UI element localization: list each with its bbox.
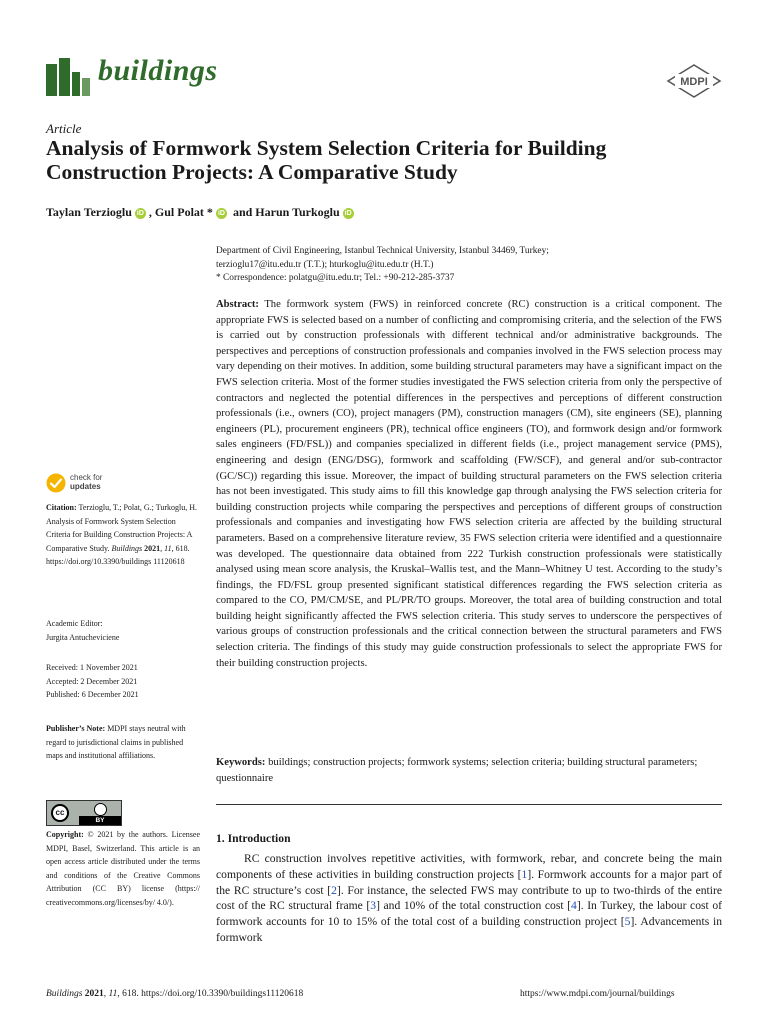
reference-link[interactable]: 1 [521, 867, 528, 881]
author-name[interactable]: Harun Turkoglu [255, 205, 340, 219]
affiliation-emails: terzioglu17@itu.edu.tr (T.T.); hturkoglu@itu.edu.tr (H.T.) [216, 259, 434, 270]
footer-doi[interactable]: , 618. https://doi.org/10.3390/buildings11120618 [117, 989, 304, 999]
received-date: Received: 1 November 2021 [46, 663, 138, 672]
editor-block [46, 617, 200, 644]
footer-citation [46, 989, 303, 999]
journal-name: buildings [98, 54, 218, 87]
citation-label: Citation: [46, 503, 77, 512]
abstract-text: The formwork system (FWS) in reinforced concrete (RC) construction is a critical component. The appropriate FWS is selected based on a number of conflicting and compromising criteria, and the selection of the FWS is carried out by construction professionals with different technical and/or administrative backgrounds. The perspectives and perceptions of construction professionals and companies involved in the FWS selection process may vary depending on their motives. In addition, some building structural parameters may have a significant impact on the FWS selection criteria. Most of the former studies investigated the FWS selection criteria from only the perspective of contractors and neglected the potential differences in the perspectives and perceptions of different construction professionals (i.e., owners (CO), project managers (PM), construction managers (CM), site engineers (SE), planning engineers (PL), procurement engineers (PR), technical office engineers (TO), and formwork design and/or formwork sales engineers (FD/FSL)) and companies specialized in different fields (i.e., project management service (PMS), engineering and design (ENG/DSG), formwork and scaffolding (FW/SCF), and general and/or sub-contractor (GC/SC)) regarding this issue. Moreover, the impact of building structural parameters on the FWS selection criteria has not been investigated. This study aims to fill this knowledge gap through analysing the FWS selection criteria for building construction projects while comparing the perspectives and perceptions of different groups of construction professionals and companies and investigating how FWS selection criteria are affected by the building structural parameters. Based on a comprehensive literature review, 35 FWS selection criteria were identified and a questionnaire was developed. The questionnaire data obtained from 222 Turkish construction professionals were statistically analysed using mean score analysis, the Kruskal–Wallis test, and the Mann–Whitney U test. According to the study’s findings, the FD/FSL group presented significant statistical differences regarding the FWS selection criteria as compared to the CO, PM/CM/SE, and PL/PR/TO groups. Moreover, the total area of building construction and total building height significantly affected the FWS selection criteria. This study serves to underscore the perspectives of various groups of construction professionals and the critical connection between the structural parameters and FWS selection criteria. The findings of this study may guide construction professionals to select the appropriate FWS for their building construction projects. [216, 299, 722, 669]
reference-link[interactable]: 3 [370, 899, 377, 913]
editor-name: Jurgita Antucheviciene [46, 632, 120, 642]
reference-link[interactable]: 5 [624, 915, 631, 929]
author-separator: and [229, 205, 256, 219]
mdpi-text: MDPI [680, 76, 708, 88]
intro-text: ]. Formwork accounts for a major part of the RC structure’s cost [ [216, 867, 723, 897]
cc-by-license-badge[interactable] [46, 800, 122, 826]
author-separator: , [148, 205, 155, 219]
copyright-label: Copyright: [46, 830, 84, 839]
correspondence-line: * Correspondence: polatgu@itu.edu.tr; Tel.: +90-212-285-3737 [216, 273, 455, 283]
article-title: Analysis of Formwork System Selection Criteria for Building Construction Projects: A Comparative Study [46, 136, 607, 184]
keywords-text: buildings; construction projects; formwork systems; selection criteria; building structural parameters; questionnaire [216, 757, 698, 784]
publisher-note-text: MDPI stays neutral with regard to jurisdictional claims in published maps and institutional affiliations. [46, 724, 186, 761]
dates-block [46, 661, 200, 702]
author-list [46, 205, 357, 220]
citation-journal: Buildings [111, 543, 143, 553]
mdpi-logo-icon [666, 64, 722, 98]
section-divider [216, 804, 722, 805]
publisher-note-label: Publisher’s Note: [46, 724, 106, 733]
intro-text: RC construction involves repetitive activities, with formwork, rebar, and concrete being the main components of these activities in building construction projects [ [216, 852, 722, 881]
footer-journal-url[interactable]: https://www.mdpi.com/journal/buildings [520, 989, 675, 999]
abstract [216, 297, 722, 671]
intro-text: ]. For instance, the selected FWS may contribute to up to two-thirds of the entire cost of the RC structural frame [ [216, 883, 722, 913]
check-updates-label-bold: updates [70, 482, 101, 491]
author-name[interactable]: Gul Polat * [154, 205, 213, 219]
keywords [216, 755, 722, 786]
reference-link[interactable]: 4 [571, 899, 577, 913]
intro-text: ]. Advancements in formwork [216, 915, 722, 944]
published-date: Published: 6 December 2021 [46, 690, 139, 700]
citation-block [46, 501, 200, 569]
citation-volume: , 11 [160, 543, 172, 553]
publisher-note [46, 722, 200, 763]
copyright-text: © 2021 by the authors. Licensee MDPI, Basel, Switzerland. This article is an open access article distributed under the terms and conditions of the Creative Commons Attribution (CC BY) license (https:// creativecommons.org/licenses/by/ 4.0/). [46, 830, 200, 907]
intro-text: ]. In Turkey, the labour cost of formwork accounts for 10 to 15% of the total cost of a building construction project [ [216, 899, 722, 929]
keywords-label: Keywords: [216, 757, 266, 768]
footer-year: 2021 [82, 989, 104, 999]
author-name[interactable]: Taylan Terzioglu [46, 205, 132, 219]
orcid-icon[interactable]: iD [136, 210, 144, 217]
intro-text: ] and 10% of the total construction cost [ [376, 899, 572, 913]
affiliations [216, 245, 726, 286]
orcid-icon[interactable]: iD [217, 210, 225, 217]
editor-label: Academic Editor: [46, 619, 103, 628]
intro-paragraph [216, 851, 722, 946]
attribution-person-icon [94, 803, 107, 816]
citation-text: Terzioglu, T.; Polat, G.; Turkoglu, H. Analysis of Formwork System Selection Criteria for Building Construction Projects: A Comparative Study. [46, 503, 198, 553]
cc-icon: cc [51, 804, 69, 822]
accepted-date: Accepted: 2 December 2021 [46, 676, 138, 686]
footer-journal: Buildings [46, 989, 83, 999]
abstract-label: Abstract: [216, 299, 259, 310]
citation-year: 2021 [142, 543, 161, 553]
check-updates-label: check for [70, 473, 103, 482]
footer-volume: , 11 [103, 989, 118, 999]
section-heading: 1. Introduction [216, 832, 291, 845]
orcid-icon[interactable]: iD [344, 210, 352, 217]
copyright-block [46, 828, 200, 910]
reference-link[interactable]: 2 [331, 883, 337, 897]
check-for-updates[interactable] [70, 473, 102, 491]
article-type: Article [46, 121, 82, 136]
cc-by-label: BY [79, 816, 121, 825]
check-for-updates-icon[interactable] [46, 473, 66, 493]
citation-doi[interactable]: , 618. https://doi.org/10.3390/buildings 11120618 [46, 543, 190, 567]
affiliation-line: Department of Civil Engineering, Istanbul Technical University, Istanbul 34469, Turkey; [216, 246, 549, 256]
buildings-logo-icon [46, 58, 90, 96]
